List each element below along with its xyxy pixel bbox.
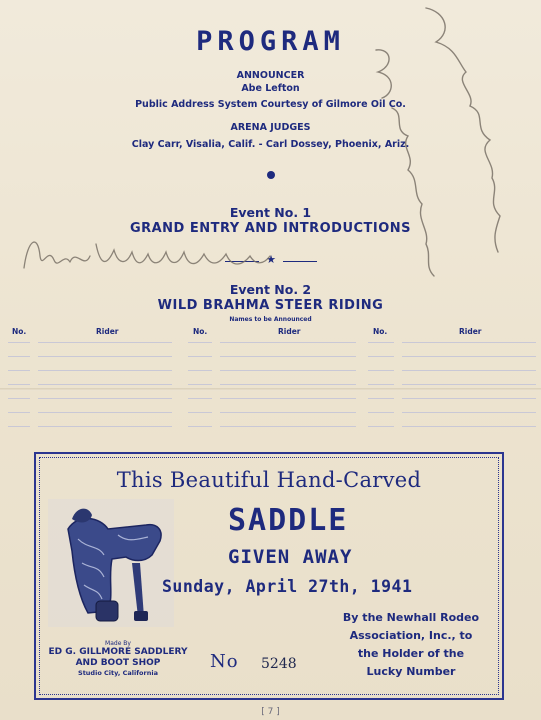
rider-entry-line: [188, 356, 212, 357]
association-line: Association, Inc., to: [349, 629, 473, 642]
rider-entry-line: [402, 370, 536, 371]
col-no-1: No.: [12, 327, 27, 336]
judges-heading: ARENA JUDGES: [230, 122, 311, 133]
ad-date: Sunday, April 27th, 1941: [162, 577, 413, 596]
rider-entry-line: [8, 356, 30, 357]
rider-entry-line: [8, 370, 30, 371]
event-2-label: Event No. 2: [229, 282, 312, 297]
maker-name-line-1: ED G. GILLMORE SADDLERY: [48, 647, 188, 657]
rider-entry-line: [38, 412, 172, 413]
association-line: By the Newhall Rodeo: [342, 611, 480, 624]
rider-entry-line: [38, 426, 172, 427]
announcer-name: Abe Lefton: [241, 83, 300, 94]
saddle-advertisement: [34, 452, 504, 700]
rider-entry-line: [220, 342, 356, 343]
ad-given: GIVEN AWAY: [228, 546, 353, 568]
col-rider-2: Rider: [278, 327, 301, 336]
col-no-2: No.: [193, 327, 208, 336]
rider-entry-line: [188, 342, 212, 343]
col-rider-3: Rider: [459, 327, 482, 336]
col-rider-1: Rider: [96, 327, 119, 336]
rider-entry-line: [188, 370, 212, 371]
rider-entry-line: [38, 356, 172, 357]
rider-entry-line: [368, 356, 394, 357]
rider-entry-line: [8, 342, 30, 343]
judges-names: Clay Carr, Visalia, Calif. - Carl Dossey, Phoenix, Ariz.: [131, 139, 410, 150]
rider-entry-line: [38, 398, 172, 399]
rider-entry-line: [402, 412, 536, 413]
rider-entry-line: [368, 342, 394, 343]
saddle-illustration: [48, 499, 174, 627]
page-number: [ 7 ]: [261, 707, 280, 717]
maker-label: Made By: [105, 640, 131, 647]
rider-entry-line: [38, 370, 172, 371]
ad-headline: This Beautiful Hand-Carved: [116, 468, 422, 492]
rider-entry-line: [188, 426, 212, 427]
rider-entry-line: [8, 398, 30, 399]
maker-name-line-2: AND BOOT SHOP: [75, 658, 161, 668]
announcer-heading: ANNOUNCER: [236, 70, 305, 81]
rider-entry-line: [220, 356, 356, 357]
rider-entry-line: [8, 384, 30, 385]
rider-entry-line: [402, 398, 536, 399]
rider-entry-line: [368, 398, 394, 399]
rider-entry-line: [8, 412, 30, 413]
rider-entry-line: [38, 342, 172, 343]
maker-city: Studio City, California: [78, 669, 158, 677]
rider-entry-line: [188, 398, 212, 399]
rider-entry-line: [368, 426, 394, 427]
association-line: the Holder of the: [357, 647, 465, 660]
lucky-number: 5248: [261, 656, 297, 672]
association-line: Lucky Number: [366, 665, 456, 678]
rider-entry-line: [188, 412, 212, 413]
signature-elliott: [356, 44, 446, 284]
number-sign: No: [210, 651, 239, 672]
event-1-name: GRAND ENTRY AND INTRODUCTIONS: [129, 221, 412, 236]
rider-entry-line: [402, 356, 536, 357]
rider-entry-line: [220, 398, 356, 399]
rider-entry-line: [220, 412, 356, 413]
saddle-maker: [38, 640, 198, 677]
program-title: PROGRAM: [196, 26, 345, 57]
rider-entry-line: [402, 342, 536, 343]
rider-entry-line: [220, 384, 356, 385]
rider-entry-line: [402, 384, 536, 385]
rider-entry-line: [368, 370, 394, 371]
rider-entry-line: [402, 426, 536, 427]
rider-entry-line: [220, 370, 356, 371]
rider-entry-line: [220, 426, 356, 427]
signature-bigboy: [18, 226, 278, 286]
pa-credit: Public Address System Courtesy of Gilmore Oil Co.: [135, 99, 406, 110]
event-1-label: Event No. 1: [229, 205, 312, 220]
ad-item: SADDLE: [228, 503, 349, 538]
rider-entry-line: [38, 384, 172, 385]
col-no-3: No.: [373, 327, 388, 336]
event-2-name: WILD BRAHMA STEER RIDING: [157, 298, 384, 313]
paper-fold: [0, 388, 541, 391]
star-divider: ★: [225, 256, 317, 266]
divider-dot: [267, 171, 275, 179]
ad-association: [336, 609, 486, 681]
rider-entry-line: [8, 426, 30, 427]
rider-entry-line: [368, 384, 394, 385]
event-2-note: Names to be Announced: [229, 316, 312, 323]
rider-entry-line: [188, 384, 212, 385]
rider-entry-line: [368, 412, 394, 413]
